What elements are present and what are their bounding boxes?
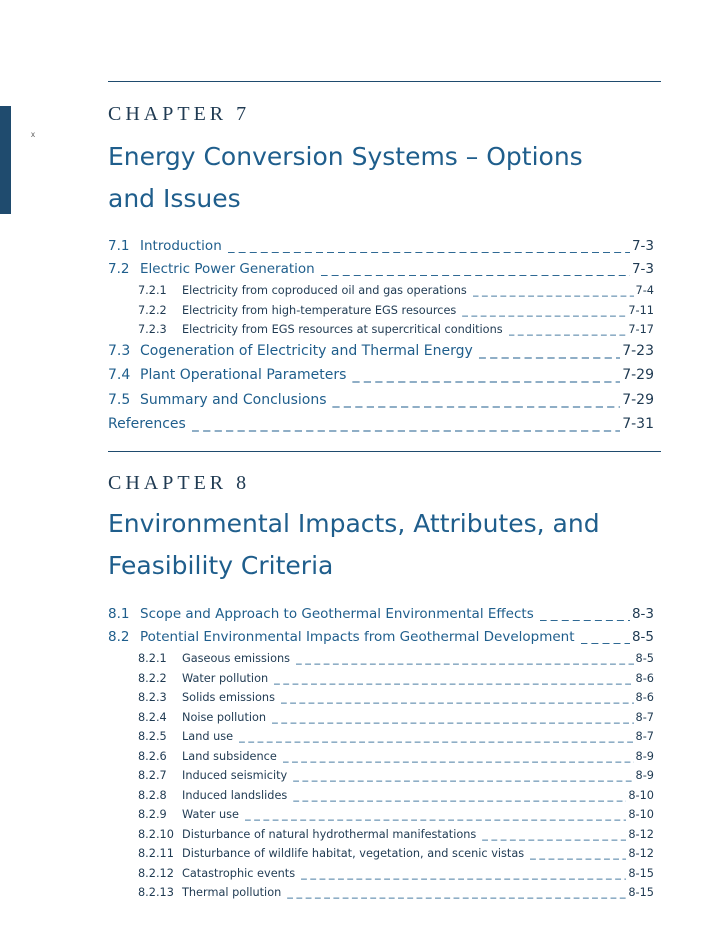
toc-entry-number: 8.2.13 (138, 886, 174, 899)
toc-entry-number: 7.3 (108, 342, 131, 359)
toc-entry-page: 7-23 (622, 342, 654, 359)
toc-entry-page: 8-5 (631, 629, 654, 645)
toc-entry-8-2-11[interactable] (108, 847, 654, 867)
toc-dot-leader (482, 828, 626, 841)
toc-entry-8-2-12[interactable] (108, 867, 654, 887)
toc-entry-8-2-5[interactable] (108, 730, 654, 750)
toc-entry-number: 8.2.12 (138, 866, 174, 880)
toc-entry-number: 8.2.11 (138, 847, 174, 860)
toc-entry-title: Induced seismicity (182, 769, 288, 782)
toc-entry-number: 8.2.3 (138, 691, 167, 704)
page-number: x (31, 130, 35, 139)
toc-entry-title: Induced landslides (182, 788, 288, 802)
toc-entry-title: Electric Power Generation (140, 261, 315, 277)
toc-entry-number: 8.2.7 (138, 769, 167, 782)
toc-entry-8-2-2[interactable] (108, 672, 654, 692)
toc-entry-title: Introduction (140, 238, 222, 254)
toc-entry-number: 7.1 (108, 238, 130, 254)
chapter7-toc (108, 238, 654, 441)
chapter7-title (108, 136, 668, 220)
toc-entry-page: 8-12 (628, 827, 654, 841)
toc-entry-title: Land subsidence (182, 749, 277, 763)
toc-entry-page: 8-12 (628, 847, 654, 860)
toc-entry-page: 8-6 (635, 691, 654, 704)
toc-entry-8-2-7[interactable] (108, 769, 654, 789)
toc-dot-leader (245, 808, 626, 821)
toc-entry-page: 7-3 (631, 238, 654, 254)
toc-entry-title: Scope and Approach to Geothermal Environmental Effects (140, 606, 534, 622)
toc-entry-number: 8.2.10 (138, 827, 174, 841)
toc-dot-leader (293, 769, 633, 782)
toc-entry-7-3[interactable] (108, 343, 654, 368)
toc-entry-page: 8-7 (635, 710, 654, 724)
toc-entry-page: 8-15 (628, 886, 654, 899)
toc-entry-title: Electricity from high-temperature EGS resources (182, 303, 457, 317)
toc-dot-leader (332, 392, 620, 408)
toc-entry-title: Disturbance of wildlife habitat, vegetation, and scenic vistas (182, 847, 525, 860)
toc-entry-page: 7-31 (622, 416, 654, 432)
toc-entry-8-2-6[interactable] (108, 750, 654, 770)
toc-dot-leader (540, 606, 630, 622)
chapter7-title-line1: Energy Conversion Systems – Options (108, 142, 583, 171)
chapter8-title-line1: Environmental Impacts, Attributes, and (108, 509, 600, 538)
toc-entry-7-2-1[interactable] (108, 284, 654, 304)
toc-dot-leader (192, 416, 620, 432)
toc-entry-title: Cogeneration of Electricity and Thermal Energy (140, 342, 473, 359)
chapter8-label: CHAPTER 8 (108, 472, 251, 494)
toc-entry-page: 8-10 (628, 788, 654, 802)
toc-entry-8-2-3[interactable] (108, 691, 654, 711)
toc-dot-leader (272, 711, 633, 724)
toc-entry-number: 8.2.4 (138, 710, 167, 724)
toc-dot-leader (283, 750, 634, 763)
toc-dot-leader (462, 304, 626, 317)
toc-dot-leader (479, 343, 620, 359)
toc-entry-page: 7-11 (628, 303, 654, 317)
toc-entry-references[interactable] (108, 416, 654, 441)
toc-entry-title: Plant Operational Parameters (140, 367, 347, 383)
toc-dot-leader (581, 629, 630, 645)
chapter8-title (108, 503, 668, 587)
toc-entry-number: 7.5 (108, 391, 131, 408)
toc-entry-number: 8.2.5 (138, 730, 167, 743)
toc-entry-title: Land use (182, 730, 234, 743)
toc-entry-title: Electricity from coproduced oil and gas operations (182, 284, 467, 297)
toc-entry-8-2-8[interactable] (108, 789, 654, 809)
toc-dot-leader (473, 284, 634, 297)
toc-entry-8-2-4[interactable] (108, 711, 654, 731)
toc-entry-title: Noise pollution (182, 710, 267, 724)
toc-entry-number: 7.2.3 (138, 323, 167, 336)
toc-entry-7-2-2[interactable] (108, 304, 654, 324)
chapter7-top-rule (108, 81, 661, 82)
toc-entry-number: 8.2.2 (138, 671, 167, 685)
toc-entry-8-2-9[interactable] (108, 808, 654, 828)
toc-entry-title: References (108, 416, 186, 432)
toc-entry-8-2-1[interactable] (108, 652, 654, 672)
toc-entry-number: 8.2.9 (138, 808, 167, 821)
toc-entry-page: 8-9 (635, 749, 654, 763)
toc-entry-page: 7-17 (628, 323, 654, 336)
chapter7-title-line2: and Issues (108, 184, 241, 213)
toc-dot-leader (321, 261, 630, 277)
toc-entry-number: 8.2 (108, 629, 130, 645)
sidebar-accent-bar (0, 106, 11, 214)
toc-entry-8-2-10[interactable] (108, 828, 654, 848)
toc-dot-leader (228, 238, 630, 254)
toc-dot-leader (239, 730, 633, 743)
chapter8-top-rule (108, 451, 661, 452)
toc-entry-title: Thermal pollution (182, 886, 282, 899)
toc-dot-leader (296, 652, 634, 665)
toc-entry-page: 8-5 (635, 652, 654, 665)
toc-dot-leader (287, 886, 626, 899)
toc-entry-page: 8-10 (628, 808, 654, 821)
toc-entry-number: 7.2 (108, 261, 130, 277)
toc-entry-8-2-13[interactable] (108, 886, 654, 906)
toc-entry-page: 7-29 (622, 391, 654, 408)
toc-entry-title: Water use (182, 808, 239, 821)
toc-entry-7-4[interactable] (108, 367, 654, 392)
toc-entry-number: 8.2.8 (138, 788, 167, 802)
toc-dot-leader (352, 367, 620, 383)
toc-entry-page: 8-9 (635, 769, 654, 782)
toc-entry-page: 8-3 (631, 606, 654, 622)
toc-entry-page: 8-15 (628, 866, 654, 880)
toc-entry-page: 7-3 (631, 261, 654, 277)
toc-entry-7-2[interactable] (108, 261, 654, 284)
toc-entry-number: 8.1 (108, 606, 130, 622)
toc-entry-title: Summary and Conclusions (140, 391, 327, 408)
toc-dot-leader (274, 672, 633, 685)
toc-entry-7-2-3[interactable] (108, 323, 654, 343)
toc-dot-leader (509, 323, 627, 336)
toc-entry-page: 7-4 (635, 284, 654, 297)
toc-entry-7-5[interactable] (108, 392, 654, 417)
toc-dot-leader (301, 867, 626, 880)
chapter8-toc (108, 606, 654, 906)
toc-entry-title: Catastrophic events (182, 866, 296, 880)
toc-entry-number: 7.4 (108, 367, 131, 383)
toc-entry-8-1[interactable] (108, 606, 654, 629)
toc-entry-title: Potential Environmental Impacts from Geothermal Development (140, 629, 575, 645)
toc-entry-number: 7.2.1 (138, 284, 167, 297)
toc-entry-title: Electricity from EGS resources at supercritical conditions (182, 323, 503, 336)
chapter7-label: CHAPTER 7 (108, 103, 251, 125)
toc-entry-title: Water pollution (182, 671, 269, 685)
toc-entry-number: 8.2.1 (138, 652, 167, 665)
toc-entry-title: Disturbance of natural hydrothermal manifestations (182, 827, 477, 841)
chapter8-title-line2: Feasibility Criteria (108, 551, 334, 580)
toc-entry-page: 8-7 (635, 730, 654, 743)
toc-entry-number: 8.2.6 (138, 749, 167, 763)
toc-entry-7-1[interactable] (108, 238, 654, 261)
toc-entry-number: 7.2.2 (138, 303, 167, 317)
toc-entry-8-2[interactable] (108, 629, 654, 652)
toc-entry-page: 8-6 (635, 671, 654, 685)
toc-entry-title: Gaseous emissions (182, 652, 291, 665)
toc-entry-page: 7-29 (622, 367, 654, 383)
toc-dot-leader (530, 847, 626, 860)
toc-dot-leader (281, 691, 634, 704)
toc-dot-leader (293, 789, 626, 802)
toc-entry-title: Solids emissions (182, 691, 275, 704)
